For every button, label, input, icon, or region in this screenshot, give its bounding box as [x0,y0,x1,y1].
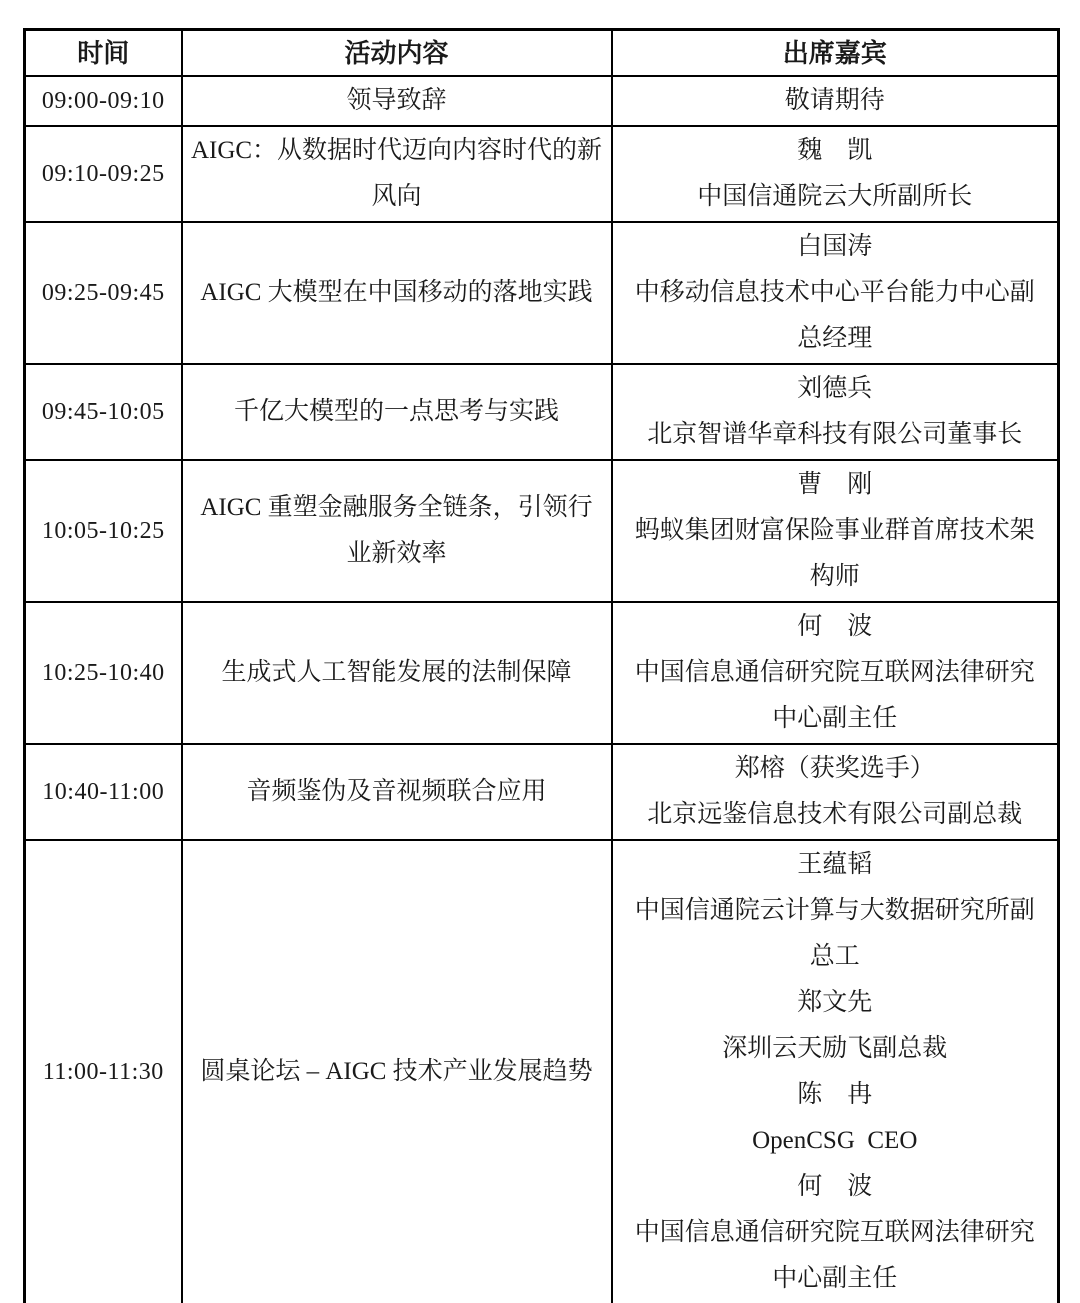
cell-line: 中国信通院云大所副所长 [697,183,973,210]
cell-guests [612,222,1059,364]
cell-line: 陈 冉 [797,1081,873,1108]
cell-activity [182,126,612,222]
cell-line: 魏 凯 [797,137,873,164]
cell-line: 10:25-10:40 [41,660,165,686]
cell-line: 生成式人工智能发展的法制保障 [221,659,572,686]
cell-time [25,460,182,602]
cell-line: 09:00-09:10 [41,88,165,114]
cell-line: 总经理 [797,325,873,352]
cell-line: 何 波 [797,613,873,640]
cell-line: OpenCSG CEO [752,1127,918,1154]
cell-line: AIGC：从数据时代迈向内容时代的新 [190,137,603,164]
cell-line: 白国涛 [797,233,873,260]
agenda-table [23,28,1060,1303]
header-row [25,30,1059,77]
cell-time [25,126,182,222]
cell-line: 中国信通院云计算与大数据研究所副 [634,897,1035,924]
table-row [25,76,1059,126]
cell-guests [612,126,1059,222]
cell-line: 总工 [809,943,860,970]
cell-guests [612,840,1059,1303]
cell-line: 郑文先 [797,989,873,1016]
cell-guests [612,76,1059,126]
cell-line: 10:05-10:25 [41,518,165,544]
col-header-activity: 活动内容 [182,30,612,77]
cell-line: 10:40-11:00 [42,779,165,805]
cell-time [25,840,182,1303]
cell-activity [182,744,612,840]
cell-line: 北京远鉴信息技术有限公司副总裁 [647,801,1023,828]
cell-guests [612,460,1059,602]
cell-line: 09:25-09:45 [41,280,165,306]
cell-line: 风向 [371,183,422,210]
col-header-guests: 出席嘉宾 [612,30,1059,77]
cell-time [25,364,182,460]
cell-line: AIGC 重塑金融服务全链条，引领行 [200,494,593,521]
cell-line: 曹 刚 [797,471,873,498]
cell-line: 王蕴韬 [797,851,873,878]
cell-line: 中心副主任 [772,705,898,732]
cell-line: 圆桌论坛 – AIGC 技术产业发展趋势 [200,1058,593,1085]
col-header-time: 时间 [25,30,182,77]
cell-time [25,222,182,364]
cell-line: 敬请期待 [784,87,885,114]
cell-guests [612,744,1059,840]
table-row [25,364,1059,460]
table-row [25,222,1059,364]
cell-line: 音频鉴伪及音视频联合应用 [246,778,547,805]
cell-line: 11:00-11:30 [42,1059,164,1085]
cell-activity [182,222,612,364]
cell-activity [182,602,612,744]
cell-line: 中移动信息技术中心平台能力中心副 [634,279,1035,306]
cell-line: 北京智谱华章科技有限公司董事长 [647,421,1023,448]
table-row [25,840,1059,1303]
cell-guests [612,602,1059,744]
cell-time [25,76,182,126]
cell-activity [182,460,612,602]
cell-line: 何 波 [797,1173,873,1200]
table-row [25,744,1059,840]
cell-line: 刘德兵 [797,375,873,402]
cell-time [25,744,182,840]
cell-line: 千亿大模型的一点思考与实践 [233,398,559,425]
cell-line: 09:45-10:05 [41,399,165,425]
cell-line: 中心副主任 [772,1265,898,1292]
cell-time [25,602,182,744]
cell-line: 中国信息通信研究院互联网法律研究 [634,1219,1035,1246]
cell-line: 深圳云天励飞副总裁 [722,1035,948,1062]
cell-line: 09:10-09:25 [41,161,165,187]
cell-line: 业新效率 [346,540,447,567]
cell-guests [612,364,1059,460]
cell-activity [182,840,612,1303]
table-row [25,460,1059,602]
table-row [25,602,1059,744]
table-row [25,126,1059,222]
cell-line: 中国信息通信研究院互联网法律研究 [634,659,1035,686]
cell-activity [182,364,612,460]
cell-line: 蚂蚁集团财富保险事业群首席技术架 [634,517,1035,544]
cell-line: 构师 [809,563,860,590]
cell-line: 领导致辞 [346,87,447,114]
cell-line: 郑榕（获奖选手） [734,755,935,782]
cell-activity [182,76,612,126]
cell-line: AIGC 大模型在中国移动的落地实践 [200,279,593,306]
